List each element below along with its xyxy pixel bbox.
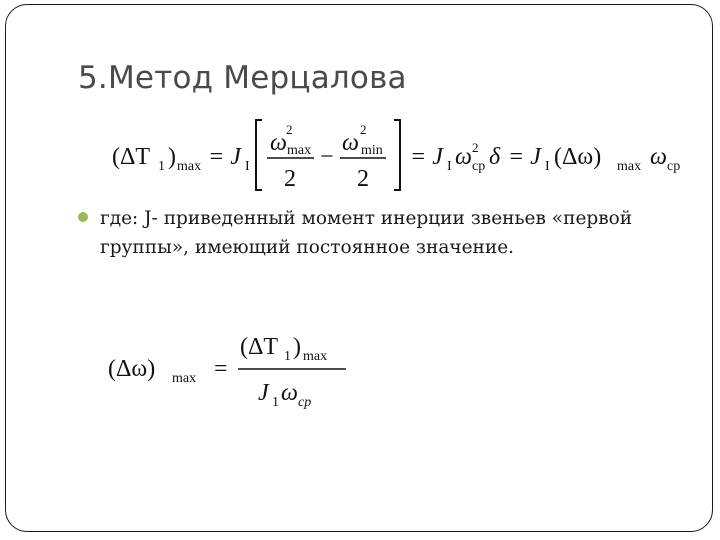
omega-max-sup: 2 xyxy=(286,122,293,137)
formula2-num-close: ) xyxy=(293,334,301,360)
formula1-j3-sub: I xyxy=(545,159,550,174)
right-bracket xyxy=(394,120,400,190)
omega-min-sup: 2 xyxy=(360,122,367,137)
formula-speed-fluctuation xyxy=(108,326,358,412)
bullet-item xyxy=(78,204,688,262)
delta-omega: (Δω) xyxy=(554,144,602,170)
formula1-j2-sub: I xyxy=(447,159,452,174)
omega-max-sub: max xyxy=(287,143,312,158)
formula1-j-sub: I xyxy=(245,159,250,174)
formula2-den-omega: ω xyxy=(281,380,298,406)
formula2-num: (ΔT xyxy=(240,334,279,360)
formula2-lhs: (Δω) xyxy=(108,356,156,382)
bullet-marker xyxy=(78,212,88,222)
omega-min-sub: min xyxy=(361,143,383,158)
delta-symbol: δ xyxy=(489,144,501,170)
delta-omega-sub: max xyxy=(617,159,642,174)
omega-cp-2: ω xyxy=(650,144,667,170)
formula2-num-max: max xyxy=(303,349,328,364)
left-bracket xyxy=(256,120,262,190)
omega-cp-2-sub: cp xyxy=(667,159,681,174)
formula2-den-j-sub: 1 xyxy=(272,395,279,410)
formula2-num-sub: 1 xyxy=(284,349,291,364)
omega-min: ω xyxy=(342,130,359,156)
formula1-lhs-max: max xyxy=(177,159,202,174)
denominator-2: 2 xyxy=(357,166,369,192)
formula2-den-omega-sub: cp xyxy=(298,395,312,410)
omega-max: ω xyxy=(270,130,287,156)
formula1-lhs-close: ) xyxy=(168,144,176,170)
formula1-lhs-sub: 1 xyxy=(158,159,165,174)
slide-title: 5.Метод Мерцалова xyxy=(78,60,407,96)
formula1-eq2: = J xyxy=(410,144,443,170)
formula1-eq3: = J xyxy=(508,144,541,170)
formula2-lhs-sub: max xyxy=(172,371,197,386)
omega-cp: ω xyxy=(455,144,472,170)
omega-cp-sup: 2 xyxy=(472,140,479,155)
bullet-text: где: J- приведенный момент инерции звеньев «первой группы», имеющий постоянное значение. xyxy=(100,208,633,258)
minus-sign: − xyxy=(320,144,334,170)
formula1-eq1: = J xyxy=(208,144,241,170)
formula2-eq: = xyxy=(214,356,228,382)
formula2-den-j: J xyxy=(258,380,269,406)
denominator-1: 2 xyxy=(284,166,296,192)
formula1-lhs-open: (ΔT xyxy=(112,144,151,170)
formula-energy-change xyxy=(112,114,692,198)
omega-cp-sub: cp xyxy=(472,159,486,174)
